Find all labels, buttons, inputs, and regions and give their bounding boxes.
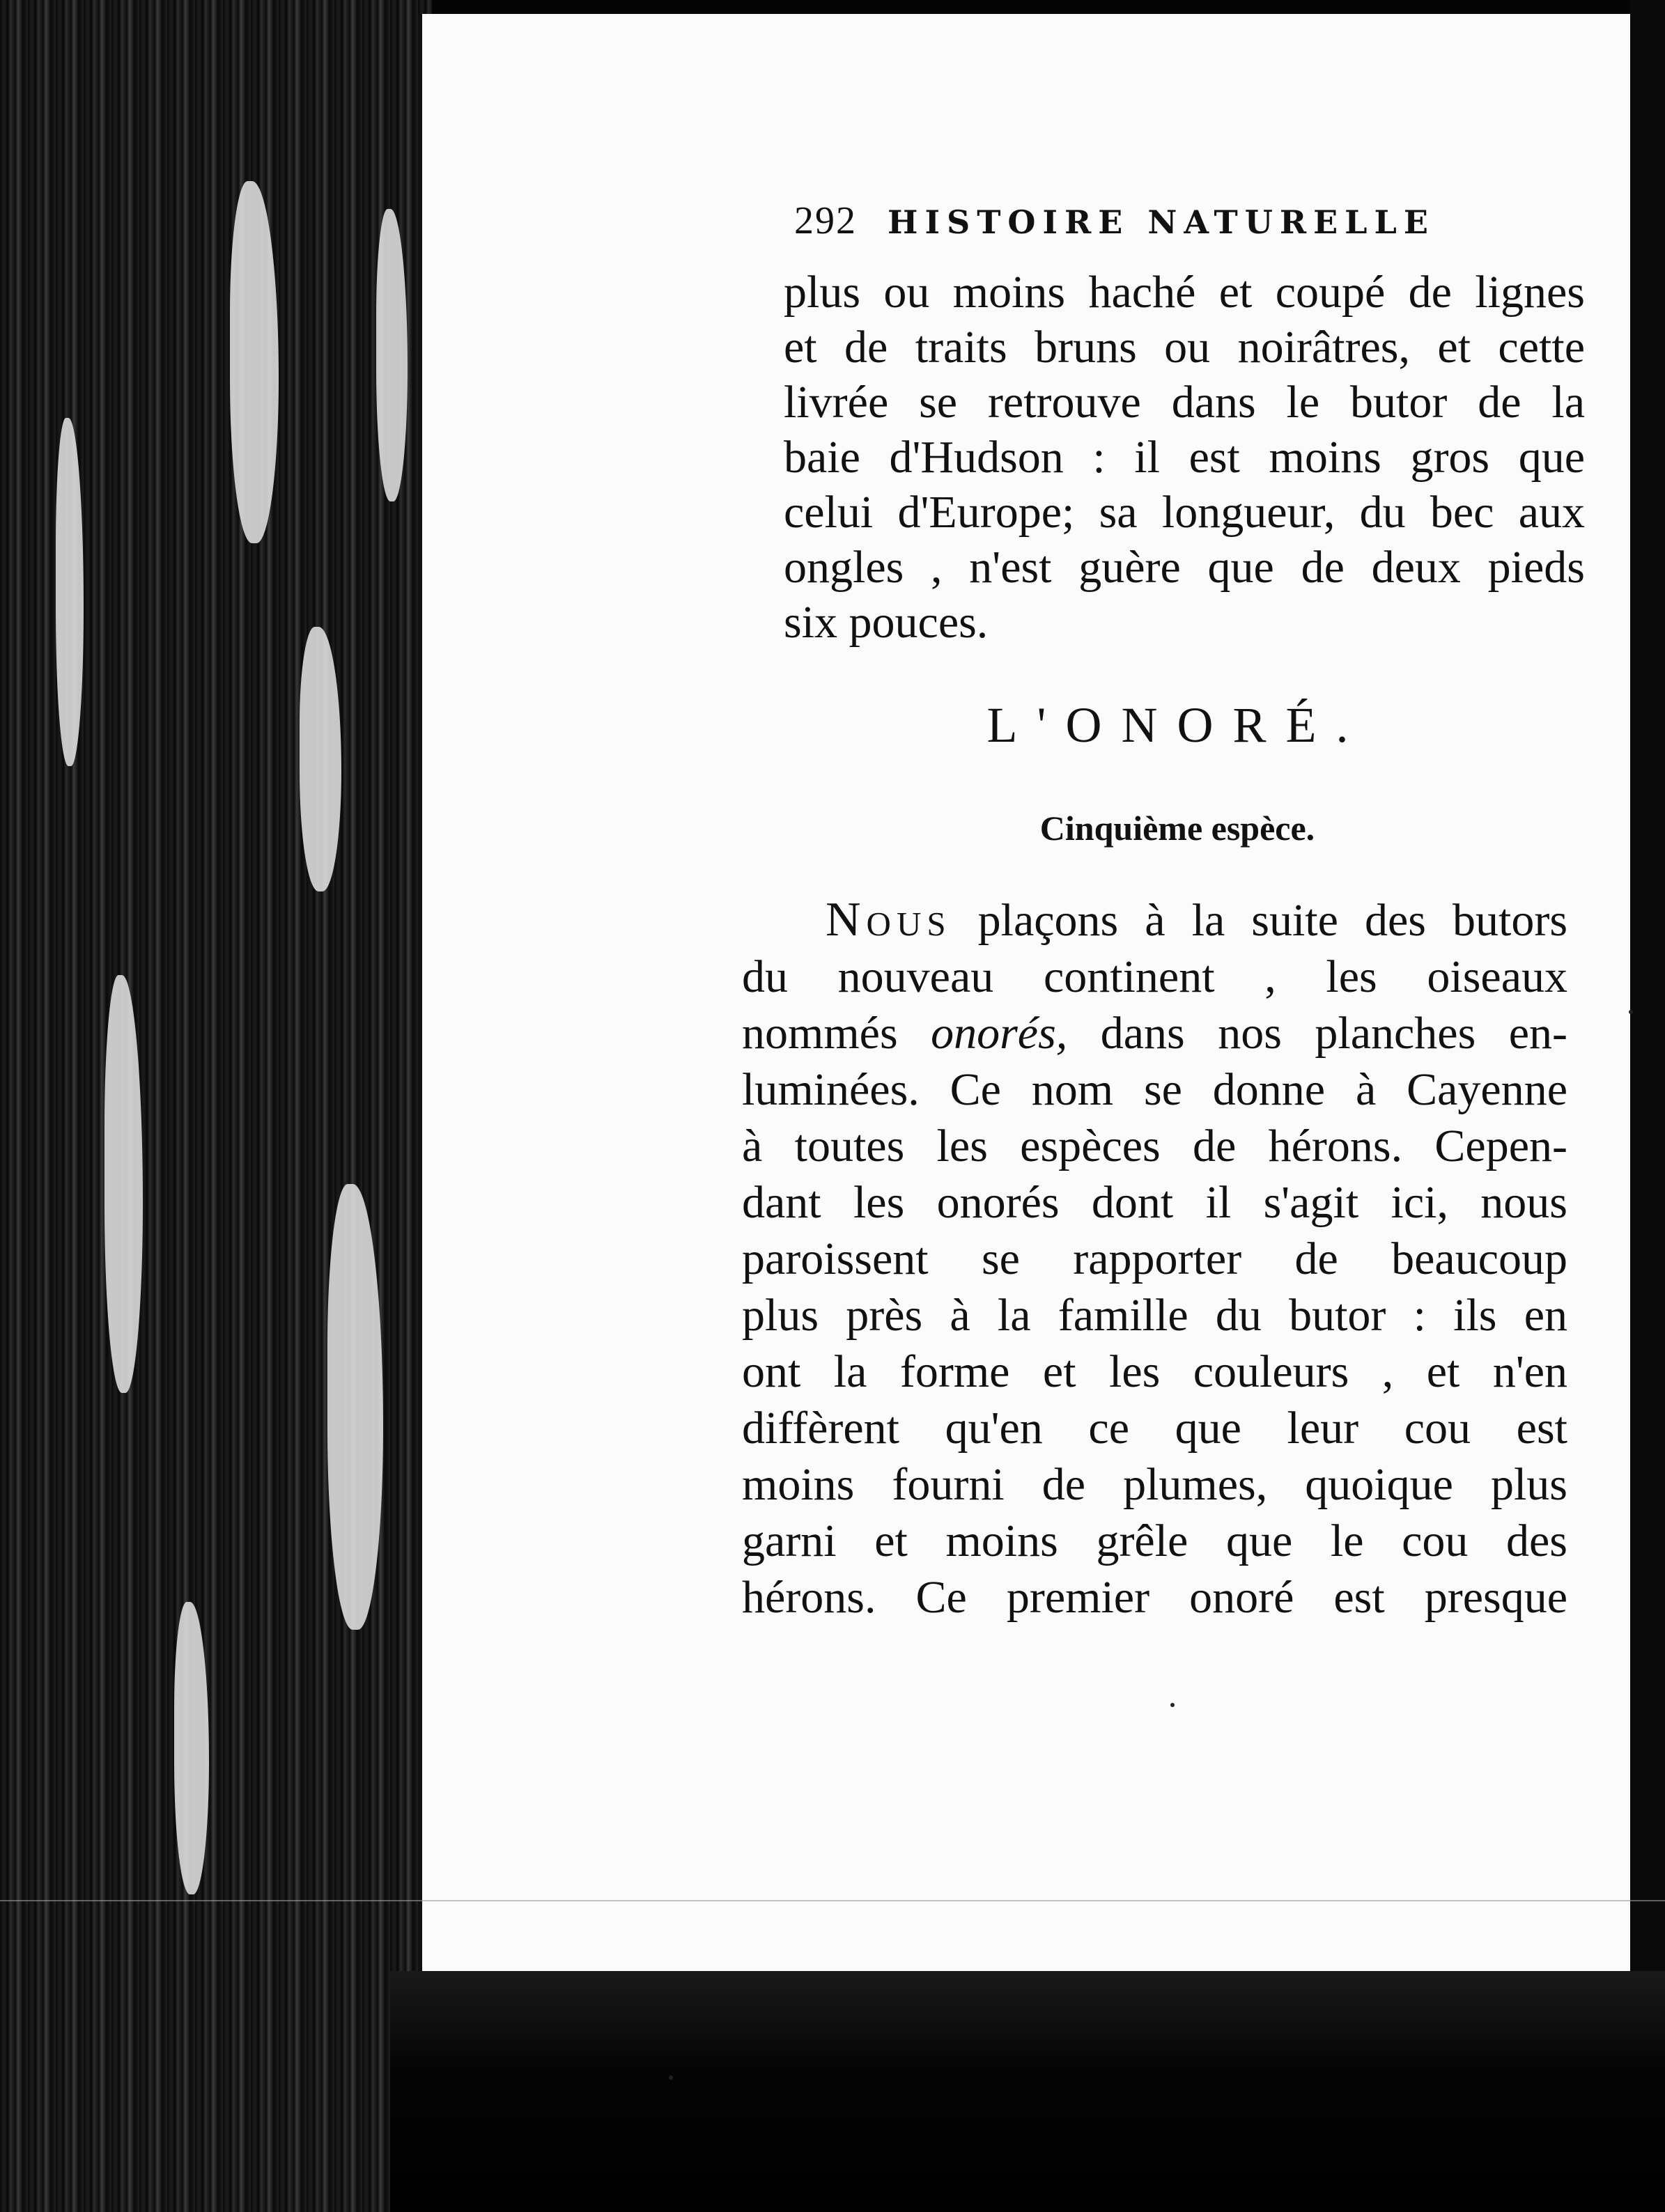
continuation-text (784, 265, 1585, 650)
italic-term: onorés, (931, 1008, 1068, 1059)
edge-highlight (56, 418, 84, 766)
scan-artifact-line (0, 1900, 1665, 1901)
text-line: et de traits bruns ou noirâtres, et cette (784, 322, 1585, 373)
text-line: dant les onorés dont il s'agit ici, nous (742, 1177, 1567, 1228)
text-line: ont la forme et les couleurs , et n'en (742, 1346, 1567, 1397)
page-number: 292 (794, 199, 857, 242)
paper-speck (669, 2075, 673, 2080)
page-right-edge (1630, 0, 1665, 2212)
text-line: garni et moins grêle que le cou des (742, 1516, 1567, 1566)
text-fragment: nommés (742, 1008, 898, 1059)
book-edge (0, 0, 432, 2212)
paper-speck (1170, 1703, 1175, 1707)
text-line: hérons. Ce premier onoré est presque (742, 1572, 1567, 1623)
running-title: HISTOIRE NATURELLE (888, 203, 1435, 241)
text-line: à toutes les espèces de hérons. Cepen- (742, 1121, 1567, 1171)
page-bottom-shadow (390, 1971, 1665, 2212)
section-subtitle: Cinquième espèce. (1039, 809, 1315, 848)
edge-highlight (376, 209, 408, 501)
text-line: plus près à la famille du butor : ils en (742, 1290, 1567, 1341)
text-line: celui d'Europe; sa longueur, du bec aux (784, 487, 1585, 538)
edge-highlight (174, 1602, 209, 1894)
text-line (742, 891, 1567, 949)
running-header (794, 198, 1581, 243)
text-line: ongles , n'est guère que de deux pieds (784, 542, 1585, 593)
text-line: plus ou moins haché et coupé de lignes (784, 267, 1585, 318)
text-fragment: plaçons à la suite des butors (977, 895, 1567, 946)
paper-speck (1629, 1010, 1633, 1014)
drop-word: Nous (826, 893, 952, 947)
edge-highlight (104, 975, 143, 1393)
edge-highlight (300, 627, 341, 891)
text-line: moins fourni de plumes, quoique plus (742, 1459, 1567, 1510)
edge-highlight (230, 181, 279, 543)
section-title: L'ONORÉ. (986, 697, 1368, 753)
text-line: luminées. Ce nom se donne à Cayenne (742, 1064, 1567, 1115)
text-line: six pouces. (784, 597, 989, 648)
text-line: baie d'Hudson : il est moins gros que (784, 432, 1585, 483)
text-line: du nouveau continent , les oiseaux (742, 951, 1567, 1002)
text-fragment: dans nos planches en- (1100, 1008, 1568, 1059)
text-line: paroissent se rapporter de beaucoup (742, 1233, 1567, 1284)
text-line: diffèrent qu'en ce que leur cou est (742, 1403, 1567, 1454)
paragraph-text (742, 891, 1567, 1626)
text-line: livrée se retrouve dans le butor de la (784, 377, 1585, 428)
edge-highlight (327, 1184, 383, 1630)
text-line (742, 1005, 1567, 1061)
